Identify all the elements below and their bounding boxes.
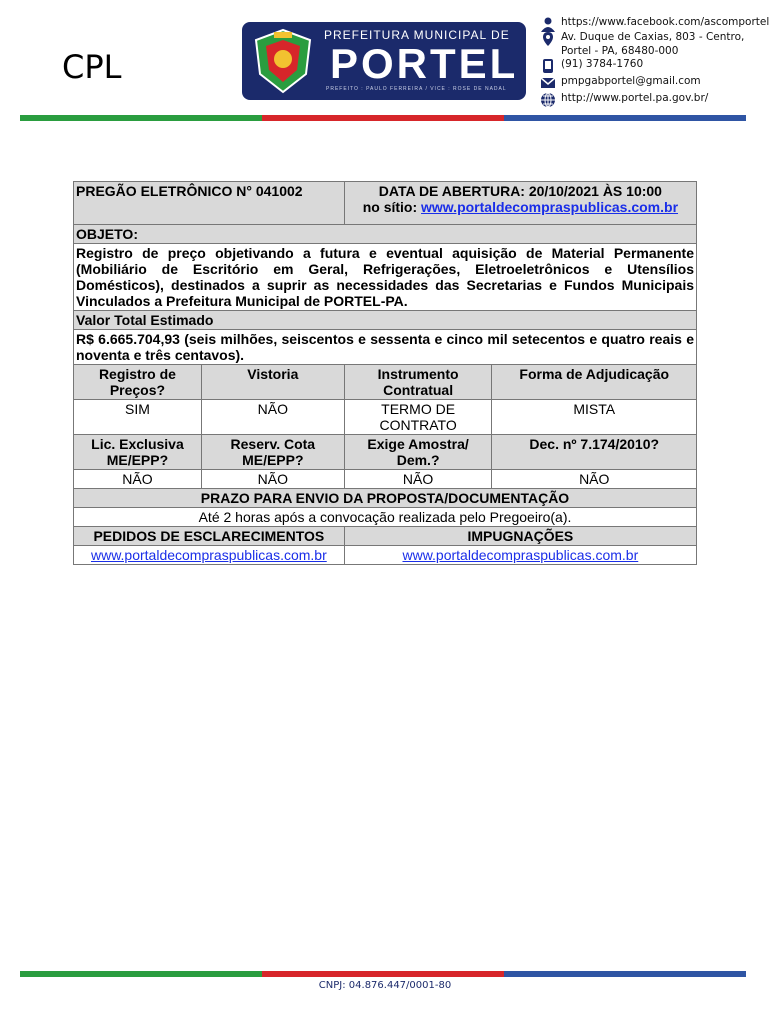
phone-icon [540,58,556,74]
pregao-number: PREGÃO ELETRÔNICO N° 041002 [76,183,303,199]
address-line-1: Av. Duque de Caxias, 803 - Centro, [561,31,745,43]
value-reserv-cota: NÃO [201,470,344,489]
cnpj-footer: CNPJ: 04.876.447/0001-80 [318,980,452,991]
coat-of-arms-icon [248,26,318,96]
facebook-link[interactable]: https://www.facebook.com/ascomportel [561,16,770,28]
value-instrumento: TERMO DE CONTRATO [344,400,492,435]
contact-block [540,16,769,109]
logo-name: PORTEL [330,40,519,87]
prazo-text: Até 2 horas após a convocação realizada pelo Pregoeiro(a). [74,508,697,527]
header-lic-exclusiva: Lic. Exclusiva ME/EPP? [74,435,202,470]
portel-logo [242,22,526,100]
cpl-label: CPL [62,48,122,86]
pedidos-link[interactable]: www.portaldecompraspublicas.com.br [90,547,327,563]
header-exige-amostra: Exige Amostra/ Dem.? [344,435,492,470]
impugnacoes-label: IMPUGNAÇÕES [344,527,696,546]
header-instrumento: Instrumento Contratual [344,365,492,400]
address-line-2: Portel - PA, 68480-000 [561,45,679,57]
site-label: no sítio: [362,199,422,215]
value-decreto: NÃO [492,470,697,489]
value-vistoria: NÃO [201,400,344,435]
header-decreto: Dec. nº 7.174/2010? [492,435,697,470]
valor-text: R$ 6.665.704,93 (seis milhões, seiscentos e sessenta e cinco mil setecentos e quatro reais e noventa e três centavos). [76,331,694,363]
value-lic-exclusiva: NÃO [74,470,202,489]
logo-top-text: PREFEITURA MUNICIPAL DE [324,28,510,42]
website-link[interactable]: http://www.portel.pa.gov.br/ [561,92,709,104]
person-icon [540,16,556,32]
pedidos-label: PEDIDOS DE ESCLARECIMENTOS [74,527,345,546]
globe-icon [540,92,556,108]
email-address[interactable]: pmpgabportel@gmail.com [561,75,701,87]
objeto-text: Registro de preço objetivando a futura e eventual aquisição de Material Permanente (Mobiliário de Escritório em Geral, Refrigerações, Eletroeletrônicos e Utensílios Domésticos), destinados a suprir as necessidades das Secretarias e Fundos Municipais Vinculados a Prefeitura Municipal de PORTEL-PA. [76,245,694,309]
phone-number: (91) 3784-1760 [561,58,644,70]
header-vistoria: Vistoria [201,365,344,400]
header-registro-precos: Registro de Preços? [74,365,202,400]
value-registro-precos: SIM [74,400,202,435]
value-exige-amostra: NÃO [344,470,492,489]
edital-summary-table [73,181,697,565]
location-pin-icon [540,31,556,47]
portal-link[interactable]: www.portaldecompraspublicas.com.br [421,199,679,215]
impugnacoes-link[interactable]: www.portaldecompraspublicas.com.br [402,547,639,563]
objeto-label: OBJETO: [76,226,138,242]
email-icon [540,75,556,91]
header-color-stripe [20,115,746,121]
logo-subtitle: PREFEITO : PAULO FERREIRA / VICE : ROSE DE NADAL [326,86,507,92]
value-forma-adjudicacao: MISTA [492,400,697,435]
valor-label: Valor Total Estimado [76,312,214,328]
prazo-label: PRAZO PARA ENVIO DA PROPOSTA/DOCUMENTAÇÃO [74,489,697,508]
header-reserv-cota: Reserv. Cota ME/EPP? [201,435,344,470]
opening-date: DATA DE ABERTURA: 20/10/2021 ÀS 10:00 [378,183,662,199]
header-forma-adjudicacao: Forma de Adjudicação [492,365,697,400]
footer-color-stripe [20,971,746,977]
